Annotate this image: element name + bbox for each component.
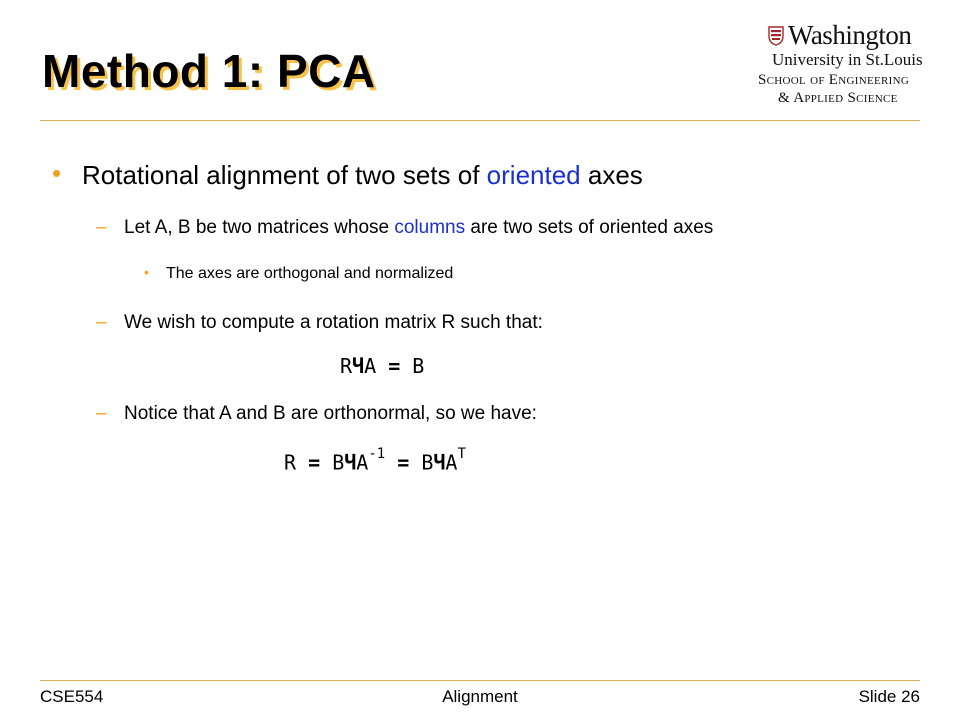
footer-divider: [40, 680, 920, 681]
logo-university: University in St.Louis: [772, 50, 923, 69]
footer-topic: Alignment: [442, 687, 518, 706]
equation-solution: $R = BЧA^{-1} = BЧA^T$: [284, 446, 466, 475]
sub-bullet-text-end: are two sets of oriented axes: [465, 217, 714, 238]
shield-icon: [768, 26, 784, 46]
logo-washington: Washington: [788, 20, 912, 50]
footer-slide-number: Slide 26: [858, 687, 920, 706]
footer-course: CSE554: [40, 687, 104, 706]
sub-sub-bullet-text: The axes are orthogonal and normalized: [166, 265, 454, 282]
logo-school: School of Engineering: [758, 72, 910, 88]
highlight-columns: columns: [394, 217, 466, 238]
university-logo: [758, 18, 938, 110]
equation-rotation: RЧA = B: [340, 354, 425, 378]
title-divider: [40, 120, 920, 121]
dash-marker: –: [96, 403, 107, 424]
sub-bullet-text: We wish to compute a rotation matrix R such that:: [124, 312, 543, 333]
logo-applied-science: & Applied Science: [778, 90, 898, 106]
dash-marker: –: [96, 217, 107, 238]
bullet-dot-small: •: [144, 264, 149, 280]
highlight-oriented: oriented: [486, 160, 581, 190]
bullet-text-end: axes: [580, 160, 643, 190]
bullet-dot: •: [52, 158, 62, 188]
sub-bullet-text: Notice that A and B are orthonormal, so we have:: [124, 403, 537, 424]
bullet-text: Rotational alignment of two sets of: [82, 160, 487, 190]
dash-marker: –: [96, 312, 107, 333]
slide-title: Method 1: PCA: [42, 45, 376, 97]
sub-bullet-text: Let A, B be two matrices whose: [124, 217, 395, 238]
